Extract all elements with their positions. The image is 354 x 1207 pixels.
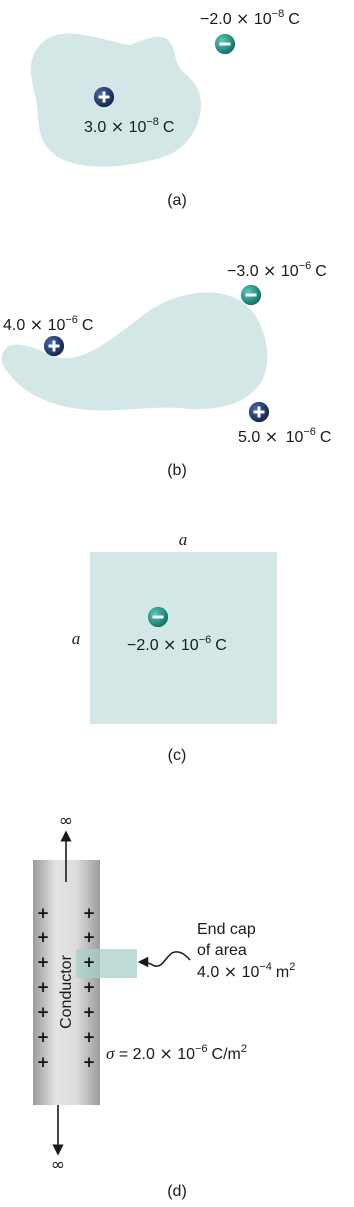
plus-sign: + bbox=[36, 978, 50, 996]
plus-sign: + bbox=[82, 1003, 96, 1021]
caption-d: (d) bbox=[167, 1183, 187, 1200]
endcap-pointer-arrow bbox=[143, 952, 190, 966]
plus-sign: + bbox=[36, 1003, 50, 1021]
plus-sign: + bbox=[82, 904, 96, 922]
conductor-label: Conductor bbox=[58, 955, 75, 1029]
surface-density-label: σ = 2.0 × $10^{-6}$ $C/m^2$ bbox=[106, 1043, 247, 1063]
endcap-label-line2: of area bbox=[197, 942, 247, 959]
caption-b: (b) bbox=[167, 462, 187, 479]
plus-sign: + bbox=[36, 904, 50, 922]
caption-c: (c) bbox=[167, 747, 187, 764]
positive-charge-b-left bbox=[44, 336, 64, 356]
surface-a bbox=[31, 34, 201, 167]
plus-sign: + bbox=[36, 953, 50, 971]
charge-label-b-top: −3.0 × $10^{-6}$ C bbox=[227, 260, 327, 280]
plus-sign: + bbox=[36, 1053, 50, 1071]
surface-b bbox=[2, 292, 268, 410]
charge-label-c: −2.0 × $10^{-6}$ C bbox=[127, 634, 227, 654]
plus-sign: + bbox=[82, 1028, 96, 1046]
negative-charge-a bbox=[215, 34, 235, 54]
plus-sign: + bbox=[82, 953, 96, 971]
plus-sign: + bbox=[36, 928, 50, 946]
side-label-left-c: a bbox=[71, 629, 81, 648]
plus-sign: + bbox=[82, 928, 96, 946]
panel-a bbox=[31, 8, 300, 209]
panel-c bbox=[72, 530, 277, 764]
positive-charge-b-bottom bbox=[249, 402, 269, 422]
charge-label-a-neg: −2.0 × $10^{-8}$ C bbox=[200, 8, 300, 28]
charge-label-b-left: 4.0 × $10^{-6}$ C bbox=[3, 314, 94, 334]
plus-sign: + bbox=[82, 978, 96, 996]
charge-label-b-bottom: 5.0 × $10^{-6}$ C bbox=[238, 426, 332, 446]
panel-b bbox=[2, 260, 332, 479]
infinity-bottom: ∞ bbox=[50, 1155, 66, 1175]
plus-sign: + bbox=[36, 1028, 50, 1046]
side-label-top-c: a bbox=[178, 530, 188, 549]
infinity-top: ∞ bbox=[58, 811, 74, 831]
panel-d bbox=[33, 811, 295, 1200]
endcap-area-label: 4.0 × $10^{-4}$ $m^2$ bbox=[197, 961, 296, 981]
caption-a: (a) bbox=[167, 192, 187, 209]
negative-charge-b-top bbox=[241, 285, 261, 305]
plus-sign: + bbox=[82, 1053, 96, 1071]
charge-label-a-pos: 3.0 × $10^{-8}$ C bbox=[84, 116, 175, 136]
negative-charge-c bbox=[148, 607, 168, 627]
positive-charge-a bbox=[94, 87, 114, 107]
endcap-label-line1: End cap bbox=[197, 921, 256, 938]
